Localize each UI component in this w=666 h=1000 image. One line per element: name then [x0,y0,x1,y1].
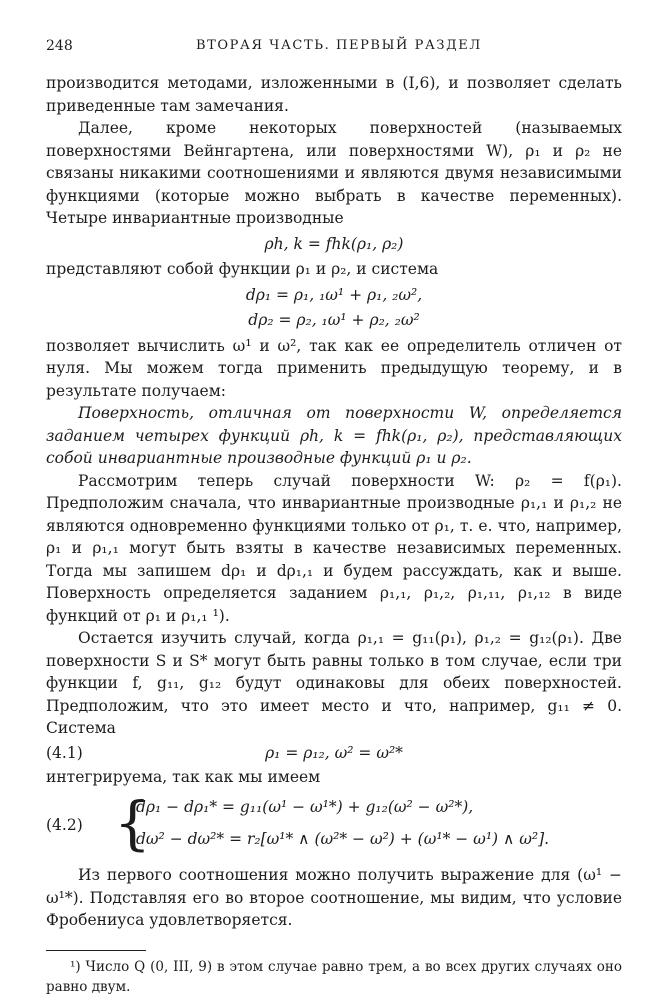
page-body [46,72,622,997]
theorem-statement: Поверхность, отличная от поверхности W, определяется заданием четырех функций ρh, k = fhk(ρ₁, ρ₂), представляющих собой инвариантные производные функций ρ₁ и ρ₂. [46,404,622,467]
equation-4-1-label: (4.1) [46,743,83,762]
equation-4-2-line-1: dρ₁ − dρ₁* = g₁₁(ω¹ − ω¹*) + g₁₂(ω² − ω²*), [136,798,474,816]
equation-4-2-label: (4.2) [46,816,83,834]
paragraph-8: Из первого соотношения можно получить выражение для (ω¹ − ω¹*). Подставляя его во второе соотношение, мы видим, что условие Фробениуса удовлетворяется. [46,866,622,929]
equation-4-2 [46,789,622,860]
book-page [46,38,622,997]
equation-4-1-body: ρ₁ = ρ₁₂, ω² = ω²* [265,743,403,762]
equation-4-2-line-2: dω² − dω²* = r₂[ω¹* ∧ (ω²* − ω²) + (ω¹* − ω¹) ∧ ω²]. [136,830,550,848]
footnote-separator [46,950,146,951]
paragraph-5: Рассмотрим теперь случай поверхности W: ρ₂ = f(ρ₁). Предположим сначала, что инвариантные производные ρ₁,₁ и ρ₁,₂ не являются одновременно функциями только от ρ₁, т. е. что, например, ρ₁ и ρ₁,₁ могут быть взяты в качестве независимых переменных. Тогда мы запишем dρ₁ и dρ₁,₁ и будем рассуждать, как и выше. Поверхность определяется заданием ρ₁,₁, ρ₁,₂, ρ₁,₁₁, ρ₁,₁₂ в виде функций от ρ₁ и ρ₁,₁ ¹). [46,471,622,625]
paragraph-2: Далее, кроме некоторых поверхностей (называемых поверхностями Вейнгартена, или поверхностями W), ρ₁ и ρ₂ не связаны никакими соотношениями и являются двумя независимыми функциями (которые можно выбрать в качестве переменных). Четыре инвариантные производные [46,119,622,227]
paragraph-6: Остается изучить случай, когда ρ₁,₁ = g₁₁(ρ₁), ρ₁,₂ = g₁₂(ρ₁). Две поверхности S и S* могут быть равны только в том случае, если три функции f, g₁₁, g₁₂ будут одинаковы для обеих поверхностей. Предположим, что это имеет место и что, например, g₁₁ ≠ 0. Система [46,629,622,737]
left-brace-icon: { [114,789,151,857]
page-number: 248 [46,38,73,54]
page-header [46,38,622,62]
equation-4-1 [46,742,622,764]
paragraph-4: позволяет вычислить ω¹ и ω², так как ее определитель отличен от нуля. Мы можем тогда применить предыдущую теорему, и в результате получаем: [46,336,622,400]
paragraph-3: представляют собой функции ρ₁ и ρ₂, и система [46,260,439,278]
footnote: ¹) Число Q (0, III, 9) в этом случае равно трем, а во всех других случаях оно равно двум. [46,958,622,995]
paragraph-7: интегрируема, так как мы имеем [46,767,321,786]
running-title: ВТОРАЯ ЧАСТЬ. ПЕРВЫЙ РАЗДЕЛ [196,38,482,53]
formula-invariant-derivatives: ρh, k = fhk(ρ₁, ρ₂) [264,234,404,253]
formula-system-line-2: dρ₂ = ρ₂, ₁ω¹ + ρ₂, ₂ω² [248,311,420,329]
formula-system-line-1: dρ₁ = ρ₁, ₁ω¹ + ρ₁, ₂ω², [245,285,423,304]
paragraph-1: производится методами, изложенными в (I,6), и позволяет сделать приведенные там замечания. [46,74,622,115]
